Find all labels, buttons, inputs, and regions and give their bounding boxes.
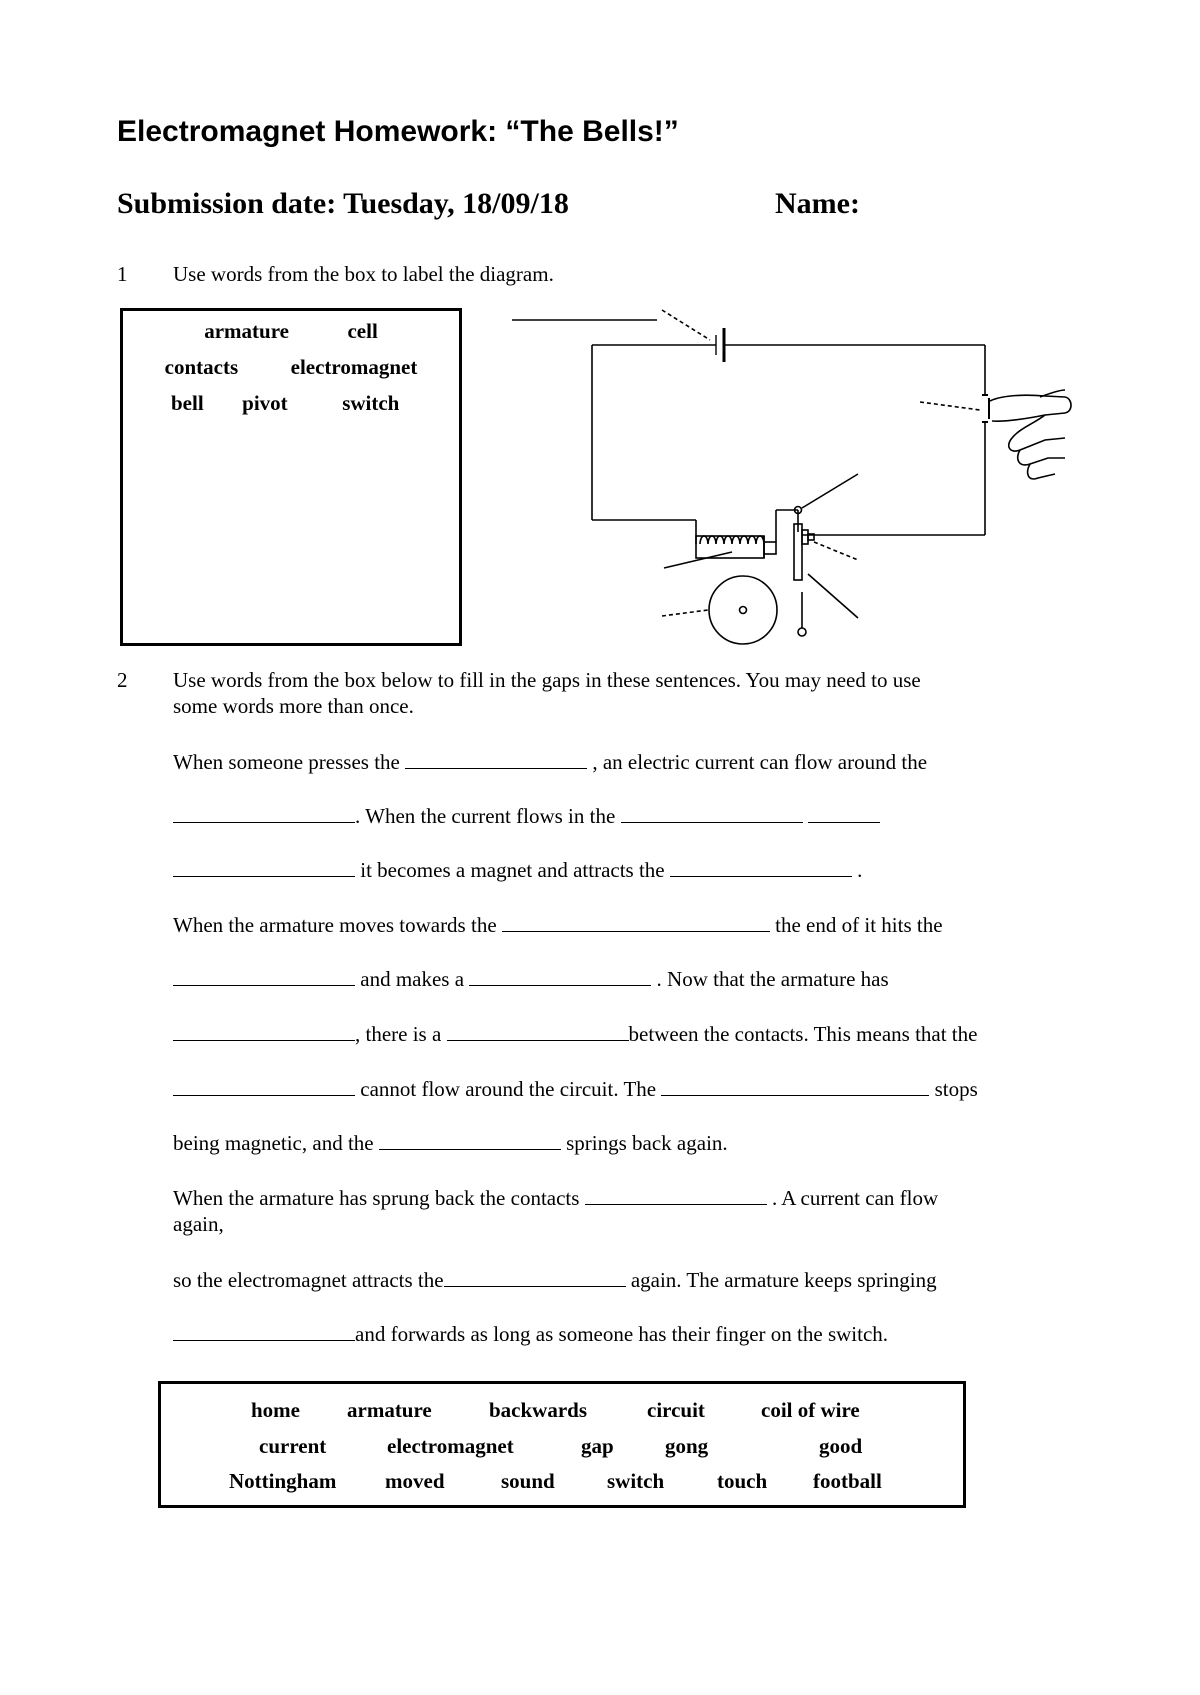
fill-in-word-box	[158, 1381, 966, 1508]
word-electromagnet: electromagnet	[290, 355, 418, 379]
word-switch: switch	[342, 391, 400, 415]
question-2-number: 2	[117, 668, 128, 692]
blank-field[interactable]	[173, 1322, 355, 1341]
blank-field[interactable]	[808, 804, 880, 823]
question-1-number: 1	[117, 262, 128, 286]
blank-field[interactable]	[173, 1022, 355, 1041]
blank-field[interactable]	[502, 913, 770, 932]
blank-field[interactable]	[585, 1186, 767, 1205]
word-touch: touch	[717, 1469, 768, 1493]
blank-field[interactable]	[469, 967, 651, 986]
word-backwards: backwards	[489, 1398, 588, 1422]
word-nottingham: Nottingham	[229, 1469, 337, 1493]
sentence-line-4: When the armature moves towards the the end of it hits the	[173, 913, 943, 937]
blank-field[interactable]	[670, 858, 852, 877]
word-armature: armature	[347, 1398, 432, 1422]
pointer-cell	[662, 310, 710, 340]
question-1-instruction: Use words from the box to label the diagram.	[173, 262, 554, 286]
sentence-line-3: it becomes a magnet and attracts the .	[173, 858, 862, 883]
sentence-line-6: , there is a between the contacts. This means that the	[173, 1022, 977, 1047]
question-2-instruction-line1: Use words from the box below to fill in the gaps in these sentences. You may need to use	[173, 668, 921, 692]
word-football: football	[813, 1469, 882, 1493]
sentence-line-9-cont: again,	[173, 1212, 224, 1236]
word-coil-of-wire: coil of wire	[761, 1398, 860, 1422]
word-sound: sound	[501, 1469, 555, 1493]
blank-field[interactable]	[661, 1077, 929, 1096]
sentence-line-8: being magnetic, and the springs back again.	[173, 1131, 728, 1155]
name-label: Name:	[775, 187, 860, 220]
blank-field[interactable]	[173, 804, 355, 823]
sentence-line-2: . When the current flows in the	[173, 804, 880, 829]
sentence-line-10: so the electromagnet attracts the again. The armature keeps springing	[173, 1268, 937, 1292]
label-word-row	[123, 355, 459, 380]
submission-date: Submission date: Tuesday, 18/09/18	[117, 187, 569, 220]
blank-field[interactable]	[173, 1077, 355, 1096]
sentence-line-5: and makes a . Now that the armature has	[173, 967, 889, 992]
blank-field[interactable]	[621, 804, 803, 823]
blank-field[interactable]	[379, 1131, 561, 1150]
electric-bell-circuit-diagram	[500, 298, 1080, 658]
sentence-line-11: and forwards as long as someone has their finger on the switch.	[173, 1322, 888, 1347]
word-circuit: circuit	[647, 1398, 705, 1422]
word-moved: moved	[385, 1469, 445, 1493]
blank-field[interactable]	[444, 1268, 626, 1287]
blank-field[interactable]	[173, 967, 355, 986]
page-title: Electromagnet Homework: “The Bells!”	[117, 115, 679, 148]
label-word-row	[123, 319, 459, 344]
word-gong: gong	[665, 1434, 709, 1458]
sentence-line-1: When someone presses the , an electric current can flow around the	[173, 750, 928, 774]
word-switch: switch	[607, 1469, 665, 1493]
label-word-box	[120, 308, 462, 646]
blank-field[interactable]	[173, 858, 355, 877]
word-good: good	[819, 1434, 863, 1458]
sentence-line-9: When the armature has sprung back the contacts . A current can flow	[173, 1186, 939, 1210]
word-contacts: contacts	[164, 355, 239, 379]
word-electromagnet: electromagnet	[387, 1434, 514, 1458]
sentence-line-7: cannot flow around the circuit. The stops	[173, 1077, 978, 1102]
word-bell: bell	[171, 391, 204, 415]
blank-field[interactable]	[405, 750, 587, 769]
blank-field[interactable]	[447, 1022, 629, 1041]
word-cell: cell	[347, 319, 378, 343]
word-armature: armature	[204, 319, 289, 343]
label-word-row	[123, 391, 507, 416]
question-2-instruction-line2: some words more than once.	[173, 694, 414, 718]
word-current: current	[259, 1434, 327, 1458]
word-gap: gap	[581, 1434, 614, 1458]
word-pivot: pivot	[242, 391, 288, 415]
word-home: home	[251, 1398, 300, 1422]
